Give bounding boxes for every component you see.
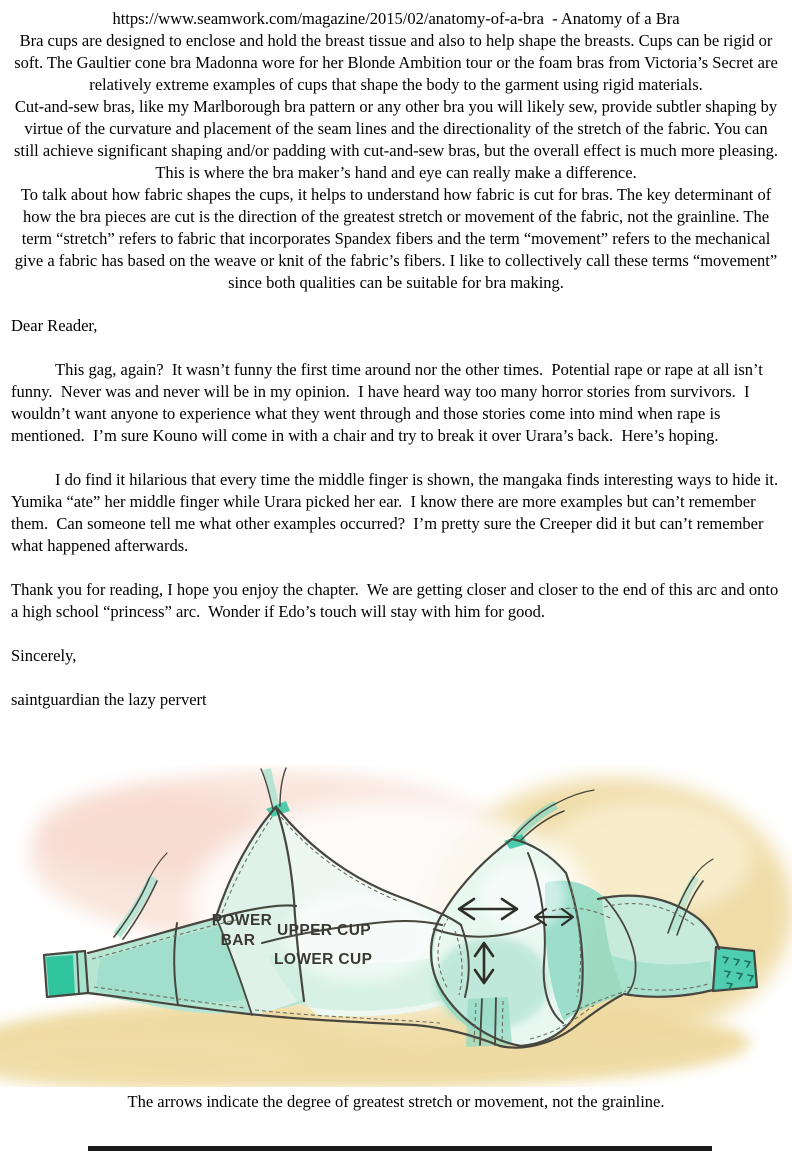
upper-cup-label: UPPER CUP <box>277 922 372 939</box>
bra-anatomy-illustration <box>0 765 792 1087</box>
letter-paragraph: Thank you for reading, I hope you enjoy the chapter. We are getting closer and closer to the end of this arc and onto a high school “princess” arc. Wonder if Edo’s touch will stay with him for good. <box>11 580 783 621</box>
intro-paragraph: Cut-and-sew bras, like my Marlborough bra pattern or any other bra you will likely sew, provide subtler shaping by virtue of the curvature and placement of the seam lines and the directionality of the stretch of the fabric. You can still achieve significant shaping and/or padding with cut-and-sew bras, but the overall effect is much more pleasing. This is where the bra maker’s hand and eye can really make a difference. <box>14 97 782 182</box>
figure-caption: The arrows indicate the degree of greatest stretch or movement, not the grainline. <box>127 1092 665 1111</box>
article-excerpt <box>11 30 781 294</box>
power-bar-label-line1: POWER <box>211 912 273 929</box>
intro-paragraph: Bra cups are designed to enclose and hold the breast tissue and also to help shape the breasts. Cups can be rigid or soft. The Gaultier cone bra Madonna wore for her Blonde Ambition tour or the foam bras from Victoria’s Secret are relatively extreme examples of cups that shape the body to the garment using rigid materials. <box>14 31 782 94</box>
letter-paragraph: This gag, again? It wasn’t funny the first time around nor the other times. Potential rape or rape at all isn’t funny. Never was and never will be in my opinion. I have heard way too many horror stories from survivors. I wouldn’t want anyone to experience what they went through and those stories come into mind when rape is mentioned. I’m sure Kouno will come in with a chair and try to break it over Urara’s back. Here’s hoping. <box>11 360 767 445</box>
intro-paragraph: To talk about how fabric shapes the cups, it helps to understand how fabric is cut for bras. The key determinant of how the bra pieces are cut is the direction of the greatest stretch or movement of the fabric, not the grainline. The term “stretch” refers to fabric that incorporates Spandex fibers and the term “movement” refers to the mechanical give a fabric has based on the weave or knit of the fabric’s fibers. I like to collectively call these terms “movement” since both qualities can be suitable for bra making. <box>14 185 782 292</box>
lower-cup-label: LOWER CUP <box>274 951 373 968</box>
letter-paragraph: I do find it hilarious that every time the middle finger is shown, the mangaka finds interesting ways to hide it. Yumika “ate” her middle finger while Urara picked her ear. I know there are more examples but can’t remember them. Can someone tell me what other examples occurred? I’m pretty sure the Creeper did it but can’t remember what happened afterwards. <box>11 470 786 555</box>
page-header <box>11 8 781 30</box>
letter-signature: saintguardian the lazy pervert <box>11 690 207 709</box>
right-hook-end <box>713 947 757 991</box>
reader-letter <box>11 315 786 711</box>
center-bridge <box>466 997 512 1047</box>
bra-anatomy-figure <box>0 765 792 1113</box>
source-url: https://www.seamwork.com/magazine/2015/02/anatomy-of-a-bra <box>112 9 544 28</box>
page-title: - Anatomy of a Bra <box>543 9 680 28</box>
power-bar-label-line2: BAR <box>220 932 256 949</box>
letter-greeting: Dear Reader, <box>11 316 98 335</box>
letter-closing: Sincerely, <box>11 646 77 665</box>
page-bottom-rule <box>88 1146 712 1151</box>
